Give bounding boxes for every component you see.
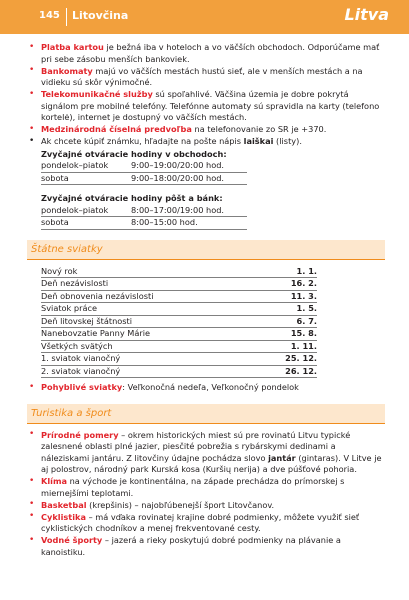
header-divider [66, 8, 67, 26]
holiday-date: 1. 1. [296, 265, 317, 276]
holiday-date: 1. 5. [296, 303, 317, 313]
holiday-name: Deň obnovenia nezávislosti [41, 290, 154, 301]
holiday-name: Nový rok [41, 265, 78, 276]
table-row [41, 173, 247, 186]
bullet-icon: • [29, 499, 35, 509]
days-cell: sobota [41, 217, 69, 227]
list-item [27, 89, 385, 124]
table-row [41, 353, 317, 366]
time-cell: 9:00–19:00/20:00 hod. [131, 160, 225, 170]
section-header-tourism: Turistika a šport [27, 404, 385, 424]
bullet-icon: • [29, 534, 35, 545]
bold-word: laiškai [243, 136, 274, 146]
keyword: Cyklistika [41, 511, 86, 522]
holiday-name: 2. sviatok vianočný [41, 365, 121, 376]
holiday-name: Nanebovzatie Panny Márie [41, 328, 151, 338]
holiday-name: Všetkých svätých [41, 340, 113, 351]
keyword: Telekomunikačné služby [41, 89, 153, 99]
item-text: na východe je kontinentálna, na západe prechádza do prímorskej s miernejšími teplotami. [41, 476, 345, 498]
bullet-icon: • [29, 41, 35, 52]
holiday-name: Sviatok práce [41, 303, 98, 313]
holiday-date: 6. 7. [296, 315, 317, 326]
item-text: je bežná iba v hoteloch a vo väčších obchodoch. Odporúčame mať pri sebe zásobu menších bankoviek. [41, 42, 380, 64]
table-row [41, 316, 317, 329]
list-item [27, 512, 385, 535]
table-row [41, 266, 317, 279]
holiday-name: 1. sviatok vianočný [41, 353, 121, 363]
time-cell: 9:00–18:00/20:00 hod. [131, 172, 225, 183]
chapter-title: Litovčina [72, 9, 129, 22]
keyword: Medzinárodná číselná predvoľba [41, 124, 192, 134]
country-title: Litva [344, 5, 389, 24]
keyword: Klíma [41, 476, 68, 486]
days-cell: pondelok–piatok [41, 160, 109, 170]
list-item [27, 136, 385, 148]
table-row [41, 328, 317, 341]
table-row [41, 160, 247, 173]
item-text: : Veľkonočná nedeľa, Veľkonočný pondelok [122, 382, 299, 392]
keyword: Prírodné pomery [41, 429, 119, 440]
info-list [27, 42, 385, 148]
bullet-icon: • [29, 475, 35, 486]
item-text: – jazerá a rieky poskytujú dobré podmienky na plávanie a kanoistiku. [41, 535, 341, 557]
keyword: Platba kartou [41, 42, 104, 52]
holiday-date: 11. 3. [290, 290, 317, 301]
holiday-date: 25. 12. [285, 353, 317, 363]
holiday-date: 26. 12. [285, 365, 317, 376]
item-text: majú vo väčších mestách hustú sieť, ale v menších mestách a na vidieku sú skôr výnimočné. [41, 65, 363, 87]
list-item [27, 124, 385, 136]
table-row [41, 303, 317, 316]
holiday-name: Deň nezávislosti [41, 278, 109, 288]
table-row [41, 205, 247, 218]
table-row [41, 217, 247, 230]
bullet-icon: • [29, 429, 35, 439]
tourism-list [27, 430, 385, 559]
page-header [0, 0, 409, 34]
shop-hours-title: Zvyčajné otváracie hodiny v obchodoch: [41, 148, 227, 159]
item-text: (krepšinis) – najobľúbenejší šport Litovčanov. [86, 499, 275, 510]
movable-holidays-list [27, 382, 385, 394]
bullet-icon: • [29, 511, 35, 521]
list-item [27, 42, 385, 65]
table-row [41, 278, 317, 291]
keyword: Pohyblivé sviatky [41, 382, 123, 392]
post-hours-title: Zvyčajné otváracie hodiny pôšt a bánk: [41, 193, 223, 203]
item-text: – má vďaka rovinatej krajine dobré podmienky, môžete využiť sieť cyklistických chodníkov a menej frekventované cesty. [41, 511, 360, 533]
holiday-date: 16. 2. [290, 278, 317, 288]
holiday-table [27, 266, 385, 379]
bullet-icon: • [29, 88, 35, 99]
section-header-holidays: Štátne sviatky [27, 240, 385, 260]
keyword: Basketbal [41, 499, 87, 510]
list-item [27, 430, 385, 476]
item-text: (listy). [273, 136, 302, 146]
page-content [27, 42, 385, 559]
table-row [41, 341, 317, 354]
page-number: 145 [39, 10, 60, 21]
bullet-icon: • [29, 135, 35, 146]
time-cell: 8:00–17:00/19:00 hod. [131, 204, 225, 215]
bullet-icon: • [29, 65, 35, 75]
keyword: Bankomaty [41, 65, 93, 76]
days-cell: pondelok–piatok [41, 204, 109, 215]
list-item [27, 535, 385, 558]
holiday-date: 1. 11. [290, 340, 317, 351]
bold-word: jantár [268, 452, 296, 463]
days-cell: sobota [41, 172, 69, 183]
list-item [27, 476, 385, 499]
shop-hours [27, 149, 385, 230]
table-row [41, 366, 317, 379]
list-item [27, 66, 385, 89]
bullet-icon: • [29, 123, 35, 134]
holiday-name: Deň litovskej štátnosti [41, 315, 133, 326]
keyword: Vodné športy [41, 535, 103, 545]
item-text: sú spoľahlivé. Väčšina územia je dobre pokrytá signálom pre mobilné telefóny. Telefónne automaty sú spravidla na karty (telefono kortelė), internet je dostupný vo väčších mestách. [41, 89, 380, 122]
spacer [41, 185, 385, 192]
list-item [27, 382, 385, 394]
holiday-date: 15. 8. [290, 328, 317, 338]
table-row [41, 291, 317, 304]
time-cell: 8:00–15:00 hod. [131, 217, 198, 227]
item-text: Ak chcete kúpiť známku, hľadajte na pošte nápis [41, 136, 244, 146]
item-text: na telefonovanie zo SR je +370. [191, 124, 327, 134]
bullet-icon: • [29, 381, 35, 392]
item-text: – okrem historických miest sú pre rovinatú Litvu typické zalesnené oblasti plné jazier, piesčité pobrežia s rybárskymi dedinami a náleziskami jantáru. Z litovčiny údajne pochádza slovo [41, 429, 351, 463]
item-text: (gintaras). V Litve je aj polostrov, národný park Kurská kosa (Kuršių nerija) a dve púšťové pohoria. [41, 452, 382, 474]
list-item [27, 500, 385, 512]
